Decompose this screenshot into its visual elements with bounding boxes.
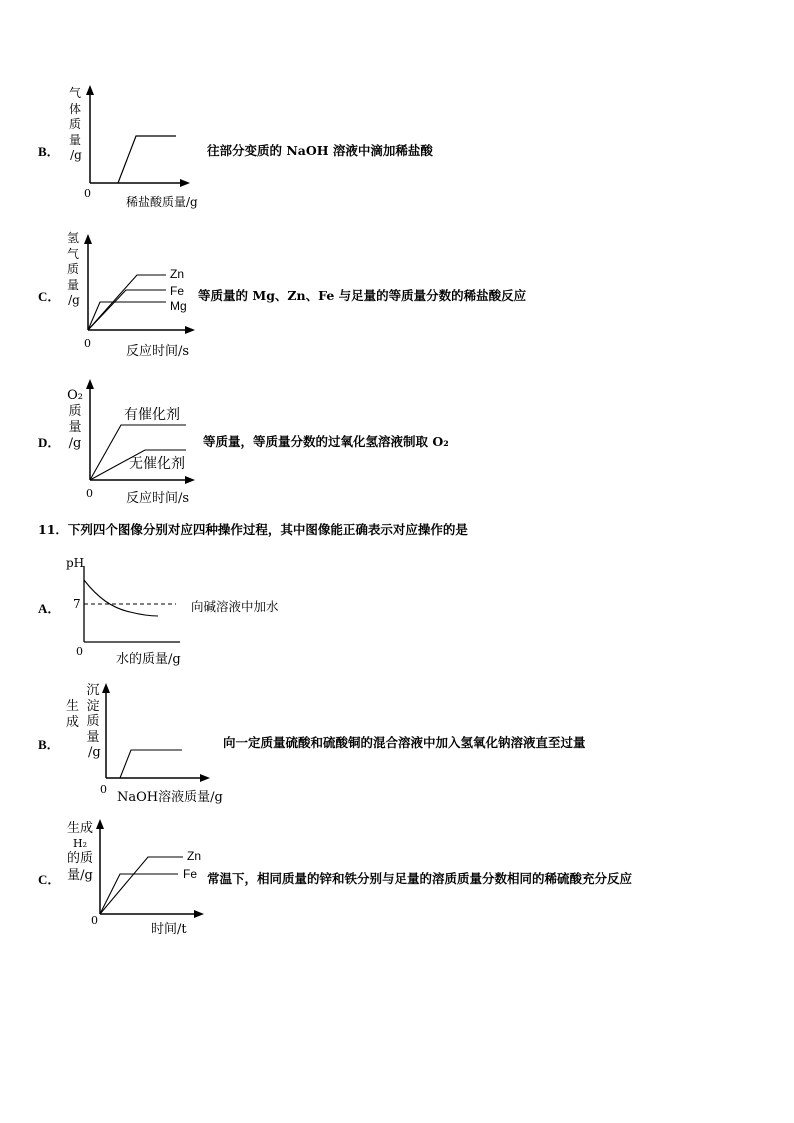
q11-b-option: B． [38,737,60,752]
q11-b-xlabel: NaOH溶液质量/g [117,790,223,805]
x-axis-arrow [194,910,204,918]
q11-c-origin: 0 [91,914,98,927]
q10-b-xlabel: 稀盐酸质量/g [126,195,198,209]
series-label-zn: Zn [170,267,185,281]
q11-a-xlabel: 水的质量/g [116,652,181,667]
q10-d-desc: 等质量，等质量分数的过氧化氢溶液制取 O₂ [203,434,449,449]
q10-c-ylabel: 氢 气 质 量 /g [66,231,80,307]
q11-a-ylabel: pH [66,556,85,570]
q11-a-option: A． [38,601,61,616]
q10-b-ylabel: 气 体 质 量 /g [68,86,82,162]
series-label-no-catalyst: 无催化剂 [129,456,185,472]
q11-b-ylabel-right: 沉 淀 质 量 /g [86,683,101,760]
fe-curve [100,874,178,914]
series-label-fe: Fe [170,284,185,298]
q10-d-option: D． [38,435,61,450]
q11-c-desc: 常温下，相同质量的锌和铁分别与足量的溶质质量分数相同的稀硫酸充分反应 [207,871,633,886]
series-label-mg: Mg [170,299,187,313]
q10-c-origin: 0 [84,337,91,350]
q10-c-xlabel: 反应时间/s [126,344,190,359]
q11-c-xlabel: 时间/t [151,922,187,937]
q10-b-desc: 往部分变质的 NaOH 溶液中滴加稀盐酸 [207,143,433,158]
q11-c-option: C． [38,872,61,887]
series-label-zn: Zn [187,849,202,863]
q10-b-origin: 0 [84,187,91,200]
q11-title: 11．下列四个图像分别对应四种操作过程，其中图像能正确表示对应操作的是 [38,522,468,537]
q10-d-ylabel: O₂ 质 量 /g [67,388,83,451]
q11-a-desc: 向碱溶液中加水 [191,599,279,614]
q11-b-desc: 向一定质量硫酸和硫酸铜的混合溶液中加入氢氧化钠溶液直至过量 [223,735,586,750]
q10-c-option: C． [38,289,61,304]
q11-c-ylabel: 生成 H₂ 的质 量/g [66,821,93,883]
series-label-catalyst: 有催化剂 [124,407,180,423]
q10-b-option: B． [38,144,60,159]
q11-a-tick-7: 7 [73,597,81,611]
series-label-fe: Fe [183,867,198,881]
q11-a-origin: 0 [76,645,83,658]
q11-b-origin: 0 [100,783,107,796]
zn-curve [100,857,183,914]
q10-d-xlabel: 反应时间/s [126,491,190,506]
q10-d-origin: 0 [86,487,93,500]
q11-b-ylabel-left: 生 成 [66,699,80,730]
q10-c-desc: 等质量的 Mg、Zn、Fe 与足量的等质量分数的稀盐酸反应 [198,288,527,303]
